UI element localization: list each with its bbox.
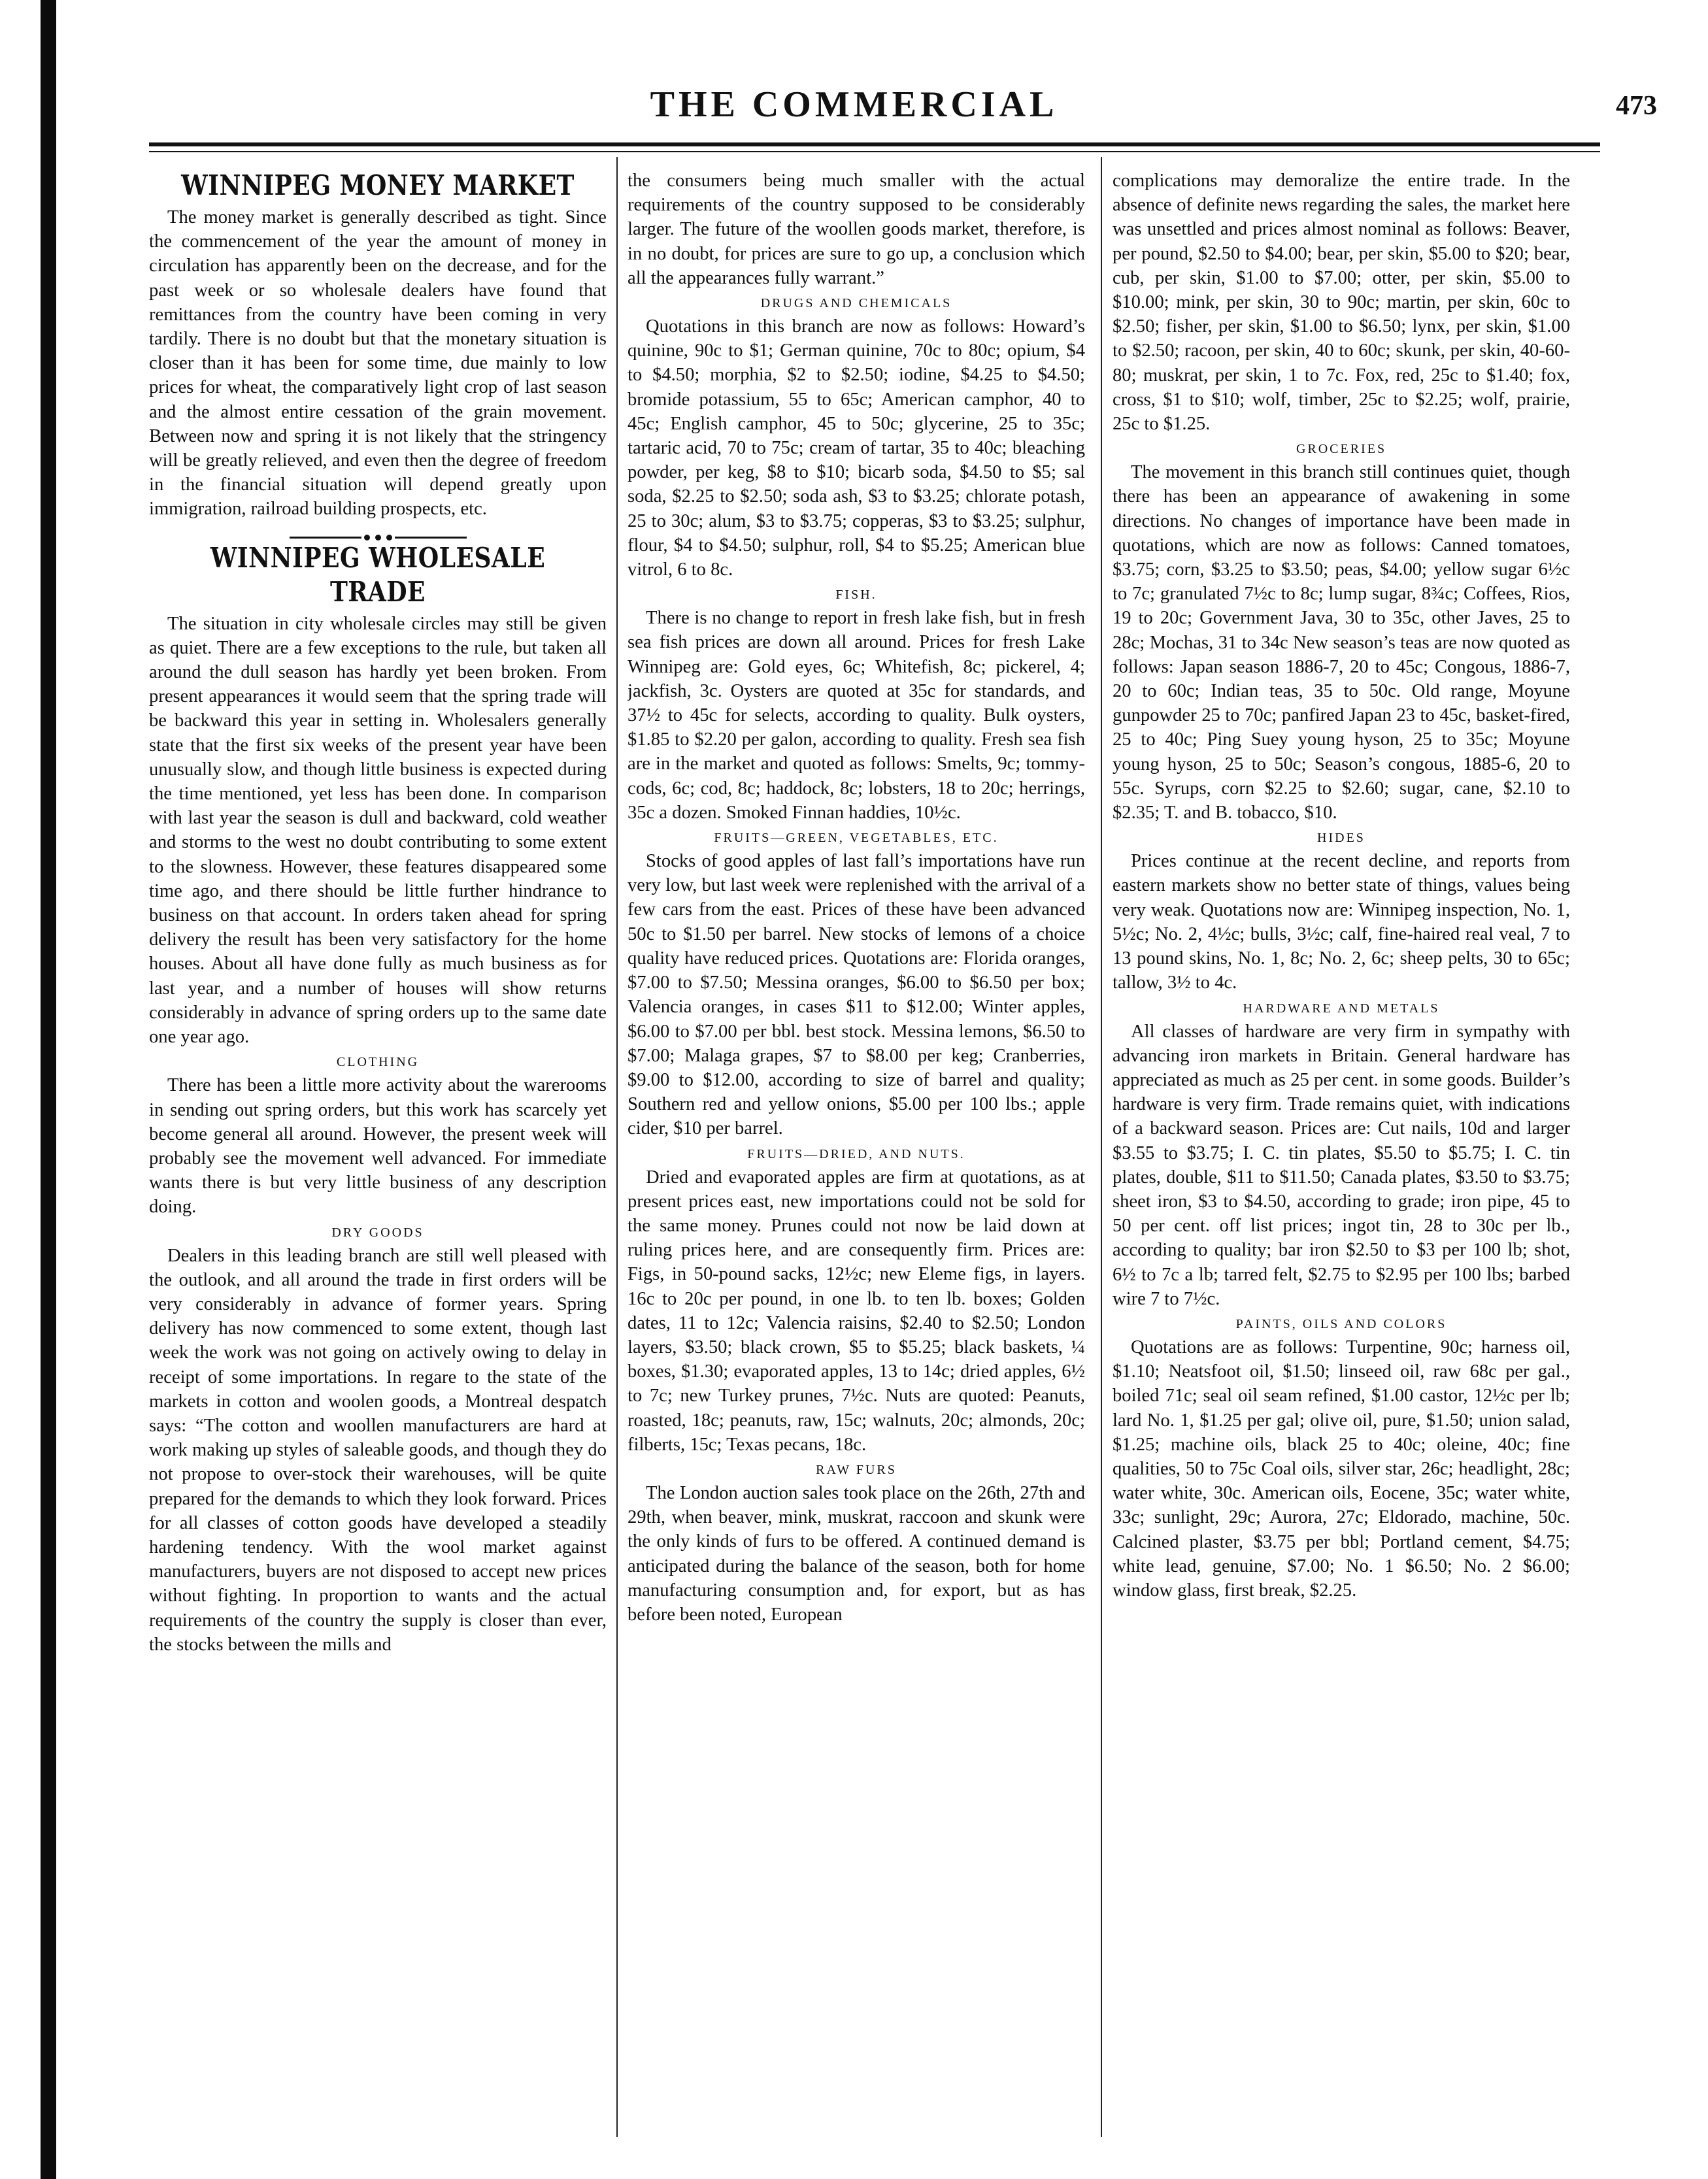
groceries-heading: GROCERIES [1296, 442, 1387, 457]
raw-furs-continued: complications may demoralize the entire trade. In the absence of definite news regarding the sales, the market here was unsettled and prices almost nominal as follows: Beaver, per pound, $2.50 to $4.00; bear, per skin, $5.00 to $20; bear, cub, per skin, $1.00 to $7.00; otter, per skin, $5.00 to $10.00; mink, per skin, 30 to 90c; martin, per skin, 60c to $2.50; fisher, per skin, $1.00 to $6.50; lynx, per skin, $1.00 to $2.50; racoon, per skin, 40 to 60c; skunk, per skin, 40-60-80; muskrat, per skin, 1 to 7c. Fox, red, 25c to $1.40; fox, cross, $1 to $10; wolf, timber, 25c to $2.25; wolf, prairie, 25c to $1.25. [1113, 171, 1570, 435]
fruits-dried-paragraph: Dried and evaporated apples are firm at quotations, as at present prices east, new importations could not be sold for the same money. Prunes could not now be laid down at ruling prices here, and are consequently firm. Prices are: Figs, in 50-pound sacks, 12½c; new Eleme figs, in layers. 16c to 20c per pound, in one lb. to ten lb. boxes; Golden dates, 11 to 12c; Valencia raisins, $2.40 to $2.50; London layers, $3.50; black crown, $5 to $5.25; black baskets, ¼ boxes, $1.30; evaporated apples, 13 to 14c; dried apples, 6½ to 7c; new Turkey prunes, 7½c. Nuts are quoted: Peanuts, roasted, 18c; peanuts, raw, 15c; walnuts, 20c; almonds, 20c; filberts, 15c; Texas pecans, 18c. [628, 1167, 1085, 1455]
dry-goods-continued: the consumers being much smaller with the actual requirements of the country supposed to be considerably larger. The future of the woollen goods market, therefore, is in no doubt, for prices are sure to go up, a conclusion which all the appearances fully warrant.” [628, 171, 1085, 288]
hardware-heading: HARDWARE AND METALS [1243, 1001, 1440, 1016]
groceries-paragraph: The movement in this branch still continues quiet, though there has been an appearance of awakening in some directions. No changes of importance have been made in quotations, which are now as follows: Canned tomatoes, $3.75; corn, $3.25 to $3.50; peas, $4.00; yellow sugar 6½c to 7c; granulated 7½c to 8c; lump sugar, 8¾c; Coffees, Rios, 19 to 20c; Government Java, 30 to 35c, other Javes, 25 to 28c; Mochas, 31 to 34c New season’s teas are now quoted as follows: Japan season 1886-7, 20 to 45c; Congous, 1886-7, 20 to 60c; Indian teas, 35 to 50c. Old range, Moyune gunpowder 25 to 70c; panfired Japan 23 to 45c, basket-fired, 25 to 40c; Ping Suey young hyson, 25 to 35c; Moyune young hyson, 25 to 50c; Season’s congous, 1885-6, 20 to 55c. Syrups, corn $2.25 to $2.60; sugar, cane, $2.10 to $2.35; T. and B. tobacco, $10. [1113, 462, 1570, 823]
journal-title: THE COMMERCIAL [650, 84, 1058, 125]
paints-heading: PAINTS, OILS AND COLORS [1235, 1316, 1447, 1331]
dry-goods-heading: DRY GOODS [331, 1225, 424, 1240]
column-3 [1113, 169, 1570, 2142]
money-market-title: WINNIPEG MONEY MARKET [181, 169, 575, 201]
raw-furs-heading: RAW FURS [816, 1462, 897, 1477]
column-divider-2 [1101, 157, 1102, 2137]
section-ornament [149, 524, 607, 540]
fruits-green-heading: FRUITS—GREEN, VEGETABLES, ETC. [714, 831, 999, 846]
fruits-green-paragraph: Stocks of good apples of last fall’s importations have run very low, but last week were replenished with the arrival of a few cars from the east. Prices of these have been advanced 50c to $1.50 per barrel. New stocks of lemons of a choice quality have reduced prices. Quotations are: Florida oranges, $7.00 to $7.50; Messina oranges, $6.00 to $6.50 per box; Valencia oranges, in cases $11 to $12.00; Winter apples, $6.00 to $7.00 per bbl. best stock. Messina lemons, $6.50 to $7.00; Malaga grapes, $7 to $8.00 per keg; Cranberries, $9.00 to $12.00, according to size of barrel and quality; Southern red and yellow onions, $5.00 per 100 lbs.; apple cider, $10 per barrel. [628, 851, 1085, 1139]
hides-paragraph: Prices continue at the recent decline, and reports from eastern markets show no better state of things, values being very weak. Quotations now are: Winnipeg inspection, No. 1, 5½c; No. 2, 4½c; bulls, 3½c; calf, fine-haired real veal, 7 to 13 pound skins, No. 1, 8c; No. 2, 6c; sheep pelts, 30 to 65c; tallow, 3½ to 4c. [1113, 851, 1570, 993]
column-divider-1 [616, 157, 618, 2137]
column-1 [149, 169, 607, 2142]
dry-goods-paragraph: Dealers in this leading branch are still well pleased with the outlook, and all around the trade in first orders will be very considerably in advance of former years. Spring delivery has now commenced to some extent, though last week the work was not going on actively owing to delay in receipt of some importations. In regare to the state of the markets in cotton and woolen goods, a Montreal despatch says: “The cotton and woollen manufacturers are hard at work making up styles of saleable goods, and though they do not propose to over-stock their warehouses, will be quite prepared for the demands to which they look forward. Prices for all classes of cotton goods have developed a steadily hardening tendency. With the wool market against manufacturers, buyers are not disposed to accept new prices without fighting. In proportion to wants and the actual requirements of the country the supply is closer than ever, the stocks between the mills and [149, 1245, 607, 1655]
hardware-paragraph: All classes of hardware are very firm in sympathy with advancing iron markets in Britain. General hardware has appreciated as much as 25 per cent. in some goods. Builder’s hardware is very firm. Trade remains quiet, with indications of a backward season. Prices are: Cut nails, 10d and larger $3.55 to $3.75; I. C. tin plates, $5.50 to $5.75; I. C. tin plates, double, $11 to $11.50; Canada plates, $3.50 to $3.75; sheet iron, $3 to $4.50, according to grade; iron pipe, 45 to 50 per cent. off list prices; ingot tin, 28 to 30c per lb., according to quality; bar iron $2.50 to $3 per 100 lb; shot, 6½ to 7c a lb; tarred felt, $2.75 to $2.95 per 100 lbs; barbed wire 7 to 7½c. [1113, 1021, 1570, 1309]
money-market-paragraph: The money market is generally described as tight. Since the commencement of the year the amount of money in circulation has apparently been on the decrease, and for the past week or so wholesale dealers have found that remittances from the country have been coming in very tardily. There is no doubt but that the monetary situation is closer than it has been for some time, due mainly to low prices for wheat, the comparatively light crop of last season and the almost entire cessation of the grain movement. Between now and spring it is not likely that the stringency will be greatly relieved, and even then the degree of freedom in the financial situation will depend greatly upon immigration, railroad building prospects, etc. [149, 207, 607, 520]
column-2 [628, 169, 1085, 2142]
fruits-dried-heading: FRUITS—DRIED, AND NUTS. [747, 1146, 965, 1161]
hides-heading: HIDES [1317, 831, 1365, 846]
drugs-paragraph: Quotations in this branch are now as follows: Howard’s quinine, 90c to $1; German quinine, 70c to 80c; opium, $4 to $4.50; morphia, $2 to $2.50; iodine, $4.25 to $4.50; bromide potassium, 55 to 65c; American camphor, 40 to 45c; English camphor, 45 to 50c; glycerine, 25 to 35c; tartaric acid, 70 to 75c; cream of tartar, 35 to 40c; bleaching powder, per keg, $8 to $10; bicarb soda, $4.50 to $5; sal soda, $2.25 to $2.50; soda ash, $3 to $3.25; chlorate potash, 25 to 30c; alum, $3 to $3.75; copperas, $3 to $3.25; sulphur, flour, $4 to $4.50; sulphur, roll, $4 to $5.25; American blue vitrol, 6 to 8c. [628, 316, 1085, 580]
header-rule-thin [149, 151, 1600, 152]
drugs-heading: DRUGS AND CHEMICALS [760, 296, 952, 311]
clothing-paragraph: There has been a little more activity about the warerooms in sending out spring orders, but this work has scarcely yet become general all around. However, the present week will probably see the movement well advanced. For immediate wants there is but very little business of any description doing. [149, 1075, 607, 1218]
wholesale-trade-paragraph: The situation in city wholesale circles may still be given as quiet. There are a few exceptions to the rule, but taken all around the dull season has hardly yet been broken. From present appearances it would seem that the spring trade will be backward this year in setting in. Wholesalers generally state that the first six weeks of the present year have been unusually slow, and though little business is expected during the time mentioned, yet less has been done. In comparison with last year the season is dull and backward, cold weather and storms to the west no doubt contributing to some extent to the slowness. However, these features disappeared some time ago, and there should be little further hindrance to business on that account. In orders taken ahead for spring delivery the result has been very satisfactory for the home houses. About all have done fully as much business as for last year, and a number of houses will show returns considerably in advance of spring orders up to the same date one year ago. [149, 613, 607, 1048]
paints-paragraph: Quotations are as follows: Turpentine, 90c; harness oil, $1.10; Neatsfoot oil, $1.50; linseed oil, raw 68c per gal., boiled 71c; seal oil seam refined, $1.00 castor, 12½c per lb; lard No. 1, $1.25 per gal; olive oil, pure, $1.50; union salad, $1.25; machine oils, black 25 to 40c; oleine, 40c; fine qualities, 50 to 75c Coal oils, silver star, 26c; headlight, 28c; water white, 30c. American oils, Eocene, 35c; water white, 33c; sunlight, 29c; Aurora, 27c; Eldorado, machine, 50c. Calcined plaster, $3.75 per bbl; Portland cement, $4.75; white lead, genuine, $7.00; No. 1 $6.50; No. 2 $6.00; window glass, first break, $2.25. [1113, 1337, 1570, 1601]
running-head [0, 84, 1708, 129]
page-number: 473 [1616, 91, 1657, 121]
clothing-heading: CLOTHING [336, 1055, 420, 1070]
wholesale-trade-title: WINNIPEG WHOLESALE TRADE [210, 541, 546, 608]
fish-heading: FISH. [835, 588, 877, 603]
fish-paragraph: There is no change to report in fresh lake fish, but in fresh sea fish prices are down all around. Prices for fresh Lake Winnipeg are: Gold eyes, 6c; Whitefish, 8c; pickerel, 4; jackfish, 3c. Oysters are quoted at 35c for standards, and 37½ to 45c for selects, according to quality. Bulk oysters, $1.85 to $2.20 per galon, according to quality. Fresh sea fish are in the market and quoted as follows: Smelts, 9c; tommy-cods, 6c; cod, 8c; haddock, 8c; lobsters, 18 to 20c; herrings, 35c a dozen. Smoked Finnan haddies, 10½c. [628, 608, 1085, 823]
header-rule-thick [149, 142, 1600, 146]
page-edge-shadow [41, 0, 56, 2179]
raw-furs-paragraph: The London auction sales took place on the 26th, 27th and 29th, when beaver, mink, muskrat, raccoon and skunk were the only kinds of furs to be offered. A continued demand is anticipated during the balance of the season, both for home manufacturing consumption and, for export, but as has before been noted, European [628, 1482, 1085, 1625]
